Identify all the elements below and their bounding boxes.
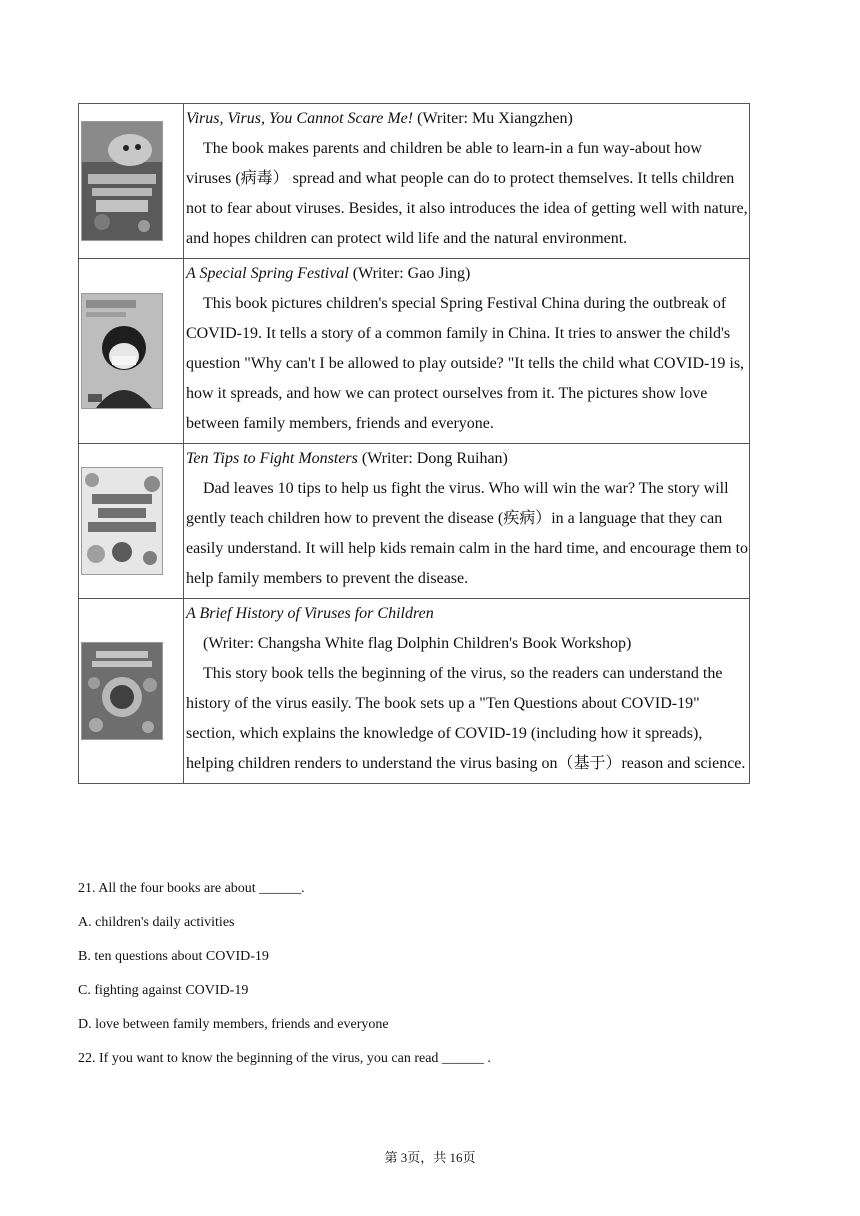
cover-cell: [79, 104, 184, 259]
book-title-line: [186, 599, 749, 629]
question-21: 21. All the four books are about ______.: [78, 881, 305, 896]
book-writer: (Writer: Dong Ruihan): [357, 450, 508, 467]
book-row: [79, 259, 750, 444]
cover-cell: [79, 444, 184, 599]
option-b: B. ten questions about COVID-19: [78, 949, 269, 964]
book-writer: (Writer: Gao Jing): [348, 265, 471, 282]
book-cover-image: [81, 467, 163, 575]
book-title: A Brief History of Viruses for Children: [186, 605, 434, 622]
book-paragraph: This story book tells the beginning of the virus, so the readers can understand the history of the virus easily. The book sets up a "Ten Questions about COVID-19" section, which explains the knowledge of COVID-19 (including how it spreads), helping children renders to understand the virus basing on（基于）reason and science.: [186, 665, 746, 772]
book-description-cell: [184, 259, 750, 444]
book-cover-image: [81, 293, 163, 409]
book-title-line: [186, 444, 749, 474]
book-row: [79, 444, 750, 599]
book-title: Virus, Virus, You Cannot Scare Me!: [186, 110, 414, 127]
page-footer: 第 3页，共 16页: [384, 1150, 476, 1165]
book-title-line: [186, 259, 749, 289]
question-22: 22. If you want to know the beginning of the virus, you can read ______ .: [78, 1051, 491, 1066]
book-paragraph: This book pictures children's special Spring Festival China during the outbreak of COVID-19. It tells a story of a common family in China. It tries to answer the child's question "Why can't I be allowed to play outside? "It tells the child what COVID-19 is, how it spreads, and how we can protect ourselves from it. The pictures show love between family members, friends and everyone.: [186, 295, 745, 432]
book-writer: (Writer: Mu Xiangzhen): [413, 110, 573, 127]
option-d: D. love between family members, friends and everyone: [78, 1017, 389, 1032]
cover-cell: [79, 599, 184, 784]
book-title: A Special Spring Festival: [186, 265, 349, 282]
book-row: [79, 104, 750, 259]
option-a: A. children's daily activities: [78, 915, 235, 930]
book-cover-image: [81, 121, 163, 241]
book-description-cell: [184, 444, 750, 599]
book-title: Ten Tips to Fight Monsters: [186, 450, 358, 467]
option-c: C. fighting against COVID-19: [78, 983, 249, 998]
book-description-cell: [184, 599, 750, 784]
book-title-line: [186, 104, 749, 134]
book-paragraph: The book makes parents and children be able to learn-in a fun way-about how viruses (病毒） spread and what people can do to protect themselves. It tells children not to fear about viruses. Besides, it also introduces the idea of getting well with nature, and hopes children can protect wild life and the natural environment.: [186, 140, 748, 247]
book-cover-image: [81, 642, 163, 740]
book-table: [78, 103, 750, 784]
book-writer-paragraph: (Writer: Changsha White flag Dolphin Children's Book Workshop): [203, 635, 632, 652]
cover-cell: [79, 259, 184, 444]
book-row: [79, 599, 750, 784]
book-description-cell: [184, 104, 750, 259]
book-paragraph: Dad leaves 10 tips to help us fight the virus. Who will win the war? The story will gently teach children how to prevent the disease (疾病）in a language that they can easily understand. It will help kids remain calm in the hard time, and encourage them to help family members to prevent the disease.: [186, 480, 749, 587]
